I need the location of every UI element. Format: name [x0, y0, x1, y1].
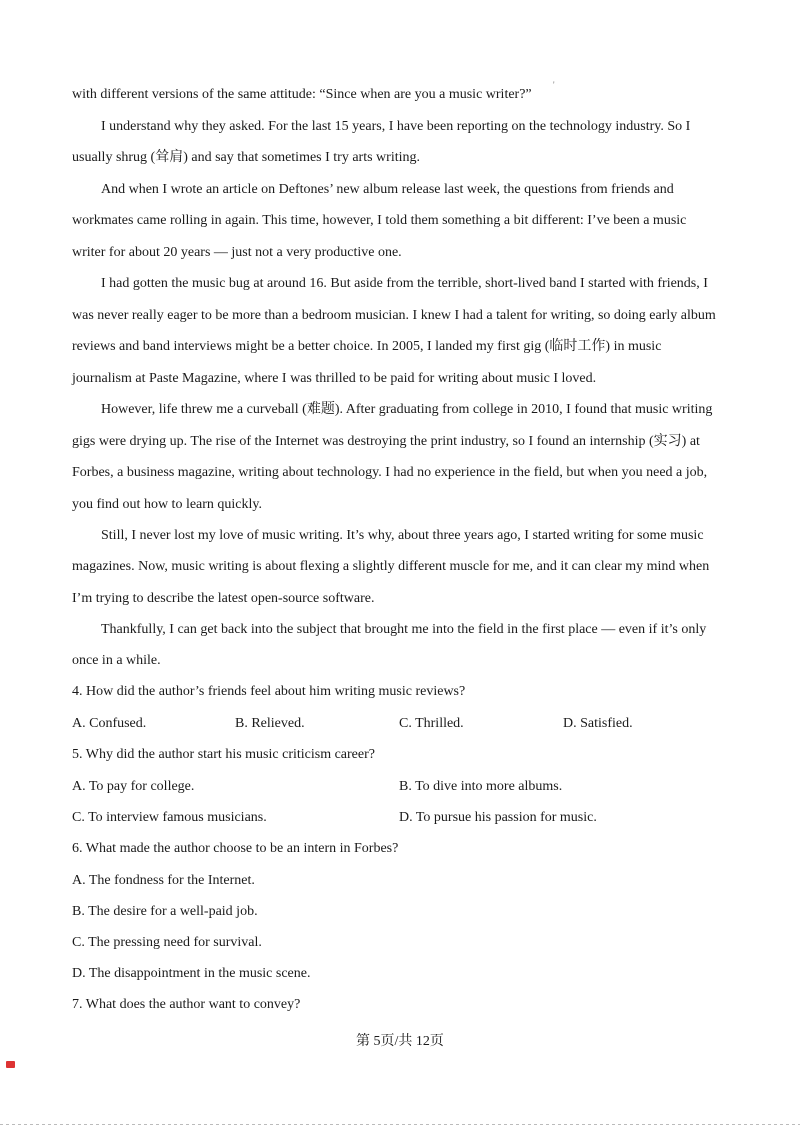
passage-line: reviews and band interviews might be a better choice. In 2005, I landed my first gig (临时工作) in music [72, 339, 662, 354]
passage-line: journalism at Paste Magazine, where I was thrilled to be paid for writing about music I loved. [72, 371, 597, 386]
passage-line: Thankfully, I can get back into the subject that brought me into the field in the first place — even if it’s only [101, 622, 707, 637]
passage-line: Still, I never lost my love of music writing. It’s why, about three years ago, I started writing for some music [101, 528, 704, 543]
option-a: A. The fondness for the Internet. [72, 873, 255, 888]
option-d: D. To pursue his passion for music. [399, 810, 597, 825]
passage-line: with different versions of the same attitude: “Since when are you a music writer?” [72, 87, 532, 102]
page-number: 第 5页/共 12页 [356, 1034, 444, 1049]
option-b: B. Relieved. [235, 716, 305, 731]
passage-line: gigs were drying up. The rise of the Internet was destroying the print industry, so I found an internship (实习) at [72, 434, 700, 449]
passage-line: I’m trying to describe the latest open-source software. [72, 591, 375, 606]
option-c: C. To interview famous musicians. [72, 810, 267, 825]
option-a: A. Confused. [72, 716, 147, 731]
passage-line: once in a while. [72, 653, 161, 668]
bottom-divider [0, 1124, 800, 1125]
passage-line: And when I wrote an article on Deftones’ new album release last week, the questions from friends and [101, 182, 674, 197]
corner-mark: ' [553, 80, 555, 90]
option-d: D. Satisfied. [563, 716, 633, 731]
option-c: C. The pressing need for survival. [72, 935, 262, 950]
passage-line: I had gotten the music bug at around 16. But aside from the terrible, short-lived band I started with friends, I [101, 276, 708, 291]
passage-line: magazines. Now, music writing is about flexing a slightly different muscle for me, and it can clear my mind when [72, 559, 710, 574]
option-a: A. To pay for college. [72, 779, 195, 794]
passage-line: writer for about 20 years — just not a very productive one. [72, 245, 402, 260]
question-stem: 7. What does the author want to convey? [72, 997, 301, 1012]
question-stem: 6. What made the author choose to be an intern in Forbes? [72, 841, 399, 856]
passage-line: usually shrug (耸肩) and say that sometimes I try arts writing. [72, 150, 420, 165]
option-b: B. To dive into more albums. [399, 779, 563, 794]
red-stamp-icon [6, 1061, 15, 1068]
passage-line: was never really eager to be more than a bedroom musician. I knew I had a talent for writing, so doing early album [72, 308, 716, 323]
option-d: D. The disappointment in the music scene. [72, 966, 311, 981]
passage-line: you find out how to learn quickly. [72, 497, 263, 512]
passage-line: workmates came rolling in again. This time, however, I told them something a bit different: I’ve been a music [72, 213, 687, 228]
passage-line: Forbes, a business magazine, writing about technology. I had no experience in the field, but when you need a job, [72, 465, 708, 480]
question-stem: 5. Why did the author start his music criticism career? [72, 747, 375, 762]
option-c: C. Thrilled. [399, 716, 464, 731]
passage-line: However, life threw me a curveball (难题). After graduating from college in 2010, I found that music writing [101, 402, 713, 417]
option-b: B. The desire for a well-paid job. [72, 904, 258, 919]
passage-line: I understand why they asked. For the last 15 years, I have been reporting on the technology industry. So I [101, 119, 691, 134]
question-stem: 4. How did the author’s friends feel about him writing music reviews? [72, 684, 466, 699]
